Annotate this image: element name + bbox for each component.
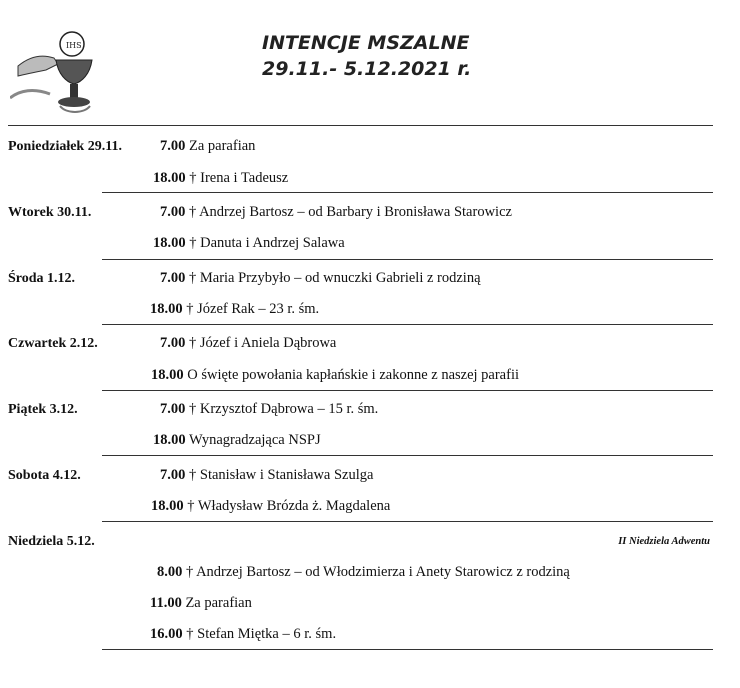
mass-time: 18.00 [153,432,186,448]
mass-intention: Za parafian [185,595,252,611]
mass-intention: † Maria Przybyło – od wnuczki Gabrieli z rodziną [189,270,481,286]
mass-time: 18.00 [151,498,184,514]
mass-entry [153,432,321,449]
day-label: Piątek 3.12. [8,402,78,417]
day-label: Wtorek 30.11. [8,205,92,220]
mass-entry [160,401,378,418]
mass-entry [150,301,319,318]
divider-bottom [102,649,713,650]
mass-entry [160,467,373,484]
divider [102,455,713,456]
mass-intention: † Andrzej Bartosz – od Włodzimierza i Anety Starowicz z rodziną [186,564,570,580]
mass-intention: † Andrzej Bartosz – od Barbary i Bronisława Starowicz [189,204,512,220]
divider-top [8,125,713,126]
mass-entry [153,170,288,187]
mass-time: 18.00 [151,367,184,383]
mass-entry [150,626,336,643]
mass-entry [160,138,255,155]
mass-time: 7.00 [160,138,186,154]
day-label: Czwartek 2.12. [8,336,98,351]
mass-intention: Wynagradzająca NSPJ [189,432,321,448]
mass-intention: † Józef i Aniela Dąbrowa [189,335,337,351]
mass-entry [160,270,481,287]
divider [102,390,713,391]
mass-intention: † Krzysztof Dąbrowa – 15 r. śm. [189,401,379,417]
mass-time: 7.00 [160,204,186,220]
mass-time: 7.00 [160,270,186,286]
mass-entry [151,498,390,515]
day-label: Niedziela 5.12. [8,534,95,549]
liturgical-note: II Niedziela Adwentu [618,536,710,547]
mass-entry [150,595,252,612]
mass-intention: † Józef Rak – 23 r. śm. [186,301,320,317]
mass-time: 11.00 [150,595,182,611]
title-line-1: INTENCJE MSZALNE [262,32,470,54]
day-label: Sobota 4.12. [8,468,81,483]
mass-entry [160,335,336,352]
mass-time: 7.00 [160,335,186,351]
day-label: Poniedziałek 29.11. [8,139,122,154]
mass-time: 7.00 [160,401,186,417]
mass-entry [153,235,345,252]
mass-time: 18.00 [153,235,186,251]
mass-intention: O święte powołania kapłańskie i zakonne z naszej parafii [187,367,520,383]
mass-time: 7.00 [160,467,186,483]
mass-time: 8.00 [157,564,183,580]
mass-intention: † Władysław Brózda ż. Magdalena [187,498,391,514]
divider [102,192,713,193]
mass-time: 18.00 [153,170,186,186]
mass-entry [157,564,570,581]
mass-intention: † Irena i Tadeusz [189,170,289,186]
mass-intention: † Stanisław i Stanisława Szulga [189,467,374,483]
svg-text:IHS: IHS [66,41,82,50]
day-label: Środa 1.12. [8,271,76,286]
divider [102,324,713,325]
title-line-2: 29.11.- 5.12.2021 r. [262,58,472,80]
mass-intention: Za parafian [189,138,256,154]
mass-time: 16.00 [150,626,183,642]
mass-intention: † Stefan Miętka – 6 r. śm. [186,626,337,642]
divider [102,259,713,260]
mass-time: 18.00 [150,301,183,317]
mass-entry [160,204,512,221]
chalice-icon [10,28,110,118]
mass-intention: † Danuta i Andrzej Salawa [189,235,345,251]
page-title [262,30,482,82]
divider [102,521,713,522]
mass-entry [151,367,519,384]
